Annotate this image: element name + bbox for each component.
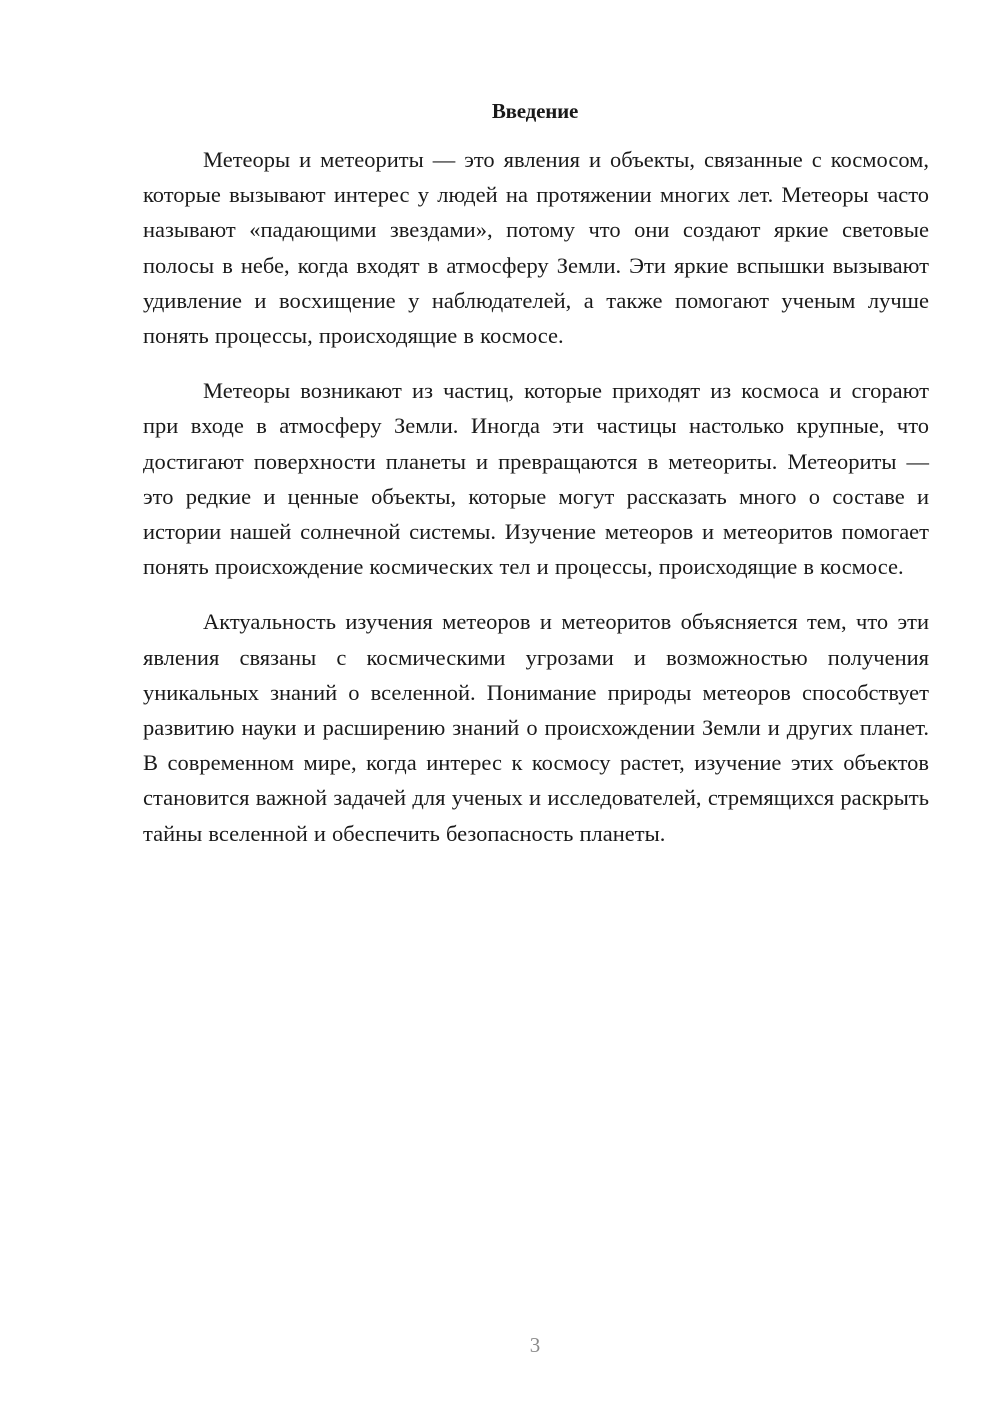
section-title: Введение	[491, 99, 579, 123]
paragraph-1: Метеоры и метеориты — это явления и объекты, связанные с космосом, которые вызывают интерес у людей на протяжении многих лет. Метеоры часто называют «падающими звездами», потому что они создают яркие световые полосы в небе, когда входят в атмосферу Земли. Эти яркие вспышки вызывают удивление и восхищение у наблюдателей, а также помогают ученым лучше понять процессы, происходящие в космосе.	[143, 147, 929, 349]
paragraph-2: Метеоры возникают из частиц, которые приходят из космоса и сгорают при входе в атмосферу Земли. Иногда эти частицы настолько крупные, что достигают поверхности планеты и превращаются в метеориты. Метеориты — это редкие и ценные объекты, которые могут рассказать много о составе и истории нашей солнечной системы. Изучение метеоров и метеоритов помогает понять происхождение космических тел и процессы, происходящие в космосе.	[143, 378, 929, 580]
page-number: 3	[529, 1333, 541, 1357]
paragraph-3: Актуальность изучения метеоров и метеоритов объясняется тем, что эти явления связаны с космическими угрозами и возможностью получения уникальных знаний о вселенной. Понимание природы метеоров способствует развитию науки и расширению знаний о происхождении Земли и других планет. В современном мире, когда интерес к космосу растет, изучение этих объектов становится важной задачей для ученых и исследователей, стремящихся раскрыть тайны вселенной и обеспечить безопасность планеты.	[143, 609, 929, 846]
body-text	[143, 142, 929, 851]
